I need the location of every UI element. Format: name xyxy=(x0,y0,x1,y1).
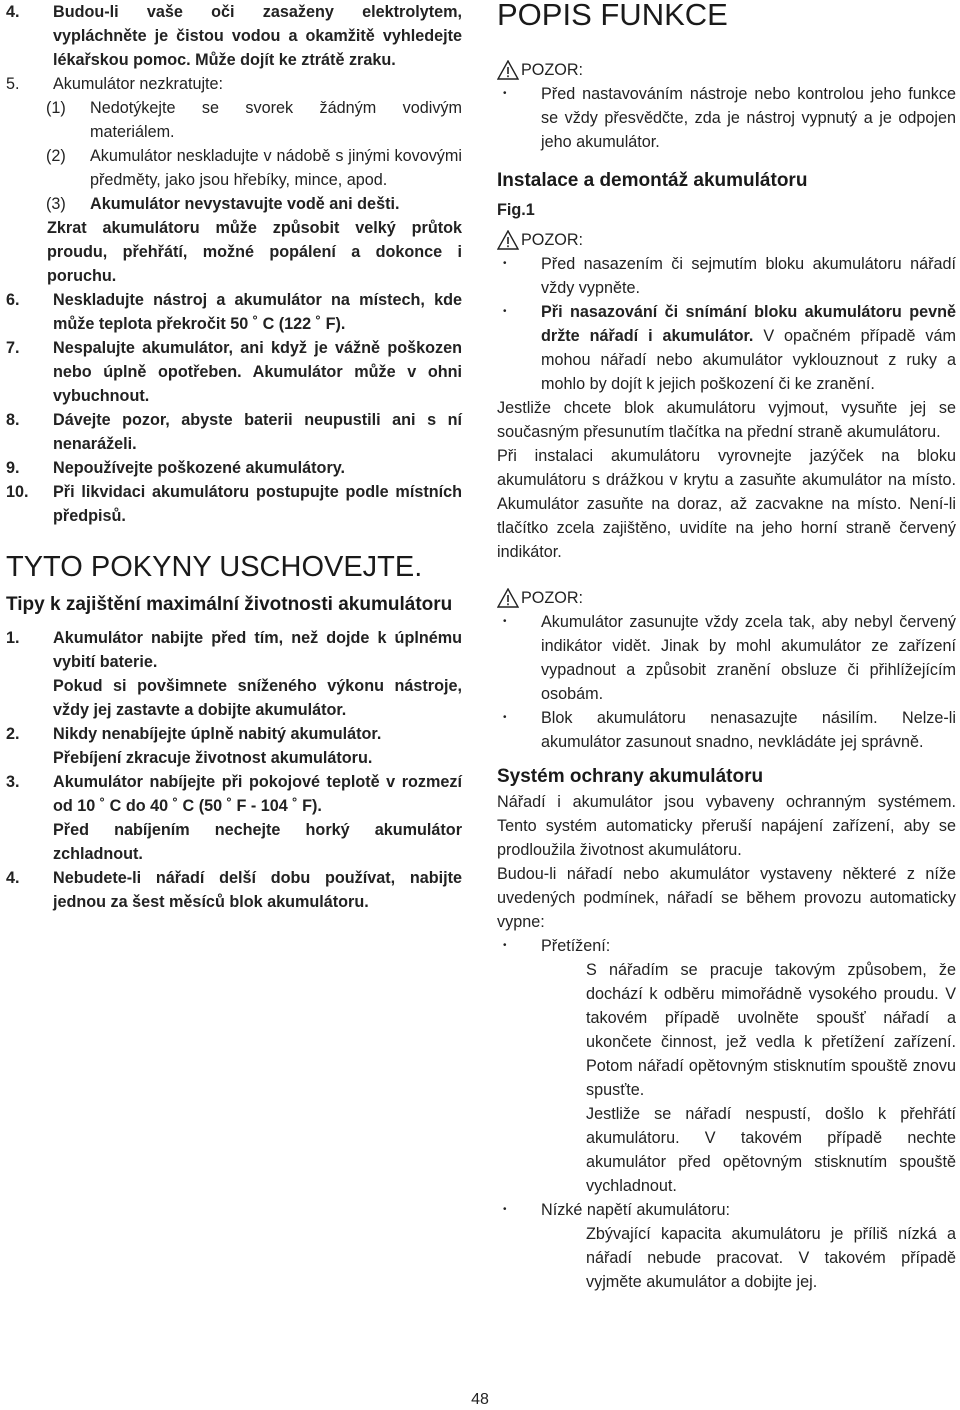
item-text: Budou-li vaše oči zasaženy elektrolytem, vypláchněte je čistou vodou a okamžitě vyhledejte lékařskou pomoc. Může dojít ke ztrátě zraku. xyxy=(53,3,462,69)
paragraph: Při instalaci akumulátoru vyrovnejte jazýček na bloku akumulátoru s drážkou v krytu a zasuňte akumulátor na místo. Akumulátor zasuňte na doraz, až zacvakne na místo. Není-li tlačítko zcela zajištěno, uvidíte na jeho horní straně červený indikátor. xyxy=(497,447,956,561)
list-item xyxy=(6,626,462,674)
install-heading: Instalace a demontáž akumulátoru xyxy=(497,170,808,191)
bullet-rest-text: V opačném případě vám mohou nářadí nebo akumulátor vyklouznout z ruky a mohlo by dojít k jejich poškození či ke zranění. xyxy=(541,327,956,393)
bullet-text: Blok akumulátoru nenasazujte násilím. Nelze-li akumulátor zasunout snadno, nevkládáte jej správně. xyxy=(541,709,956,751)
short-circuit-note: Zkrat akumulátoru může způsobit velký průtok proudu, přehřátí, možné popálení a dokonce i poruchu. xyxy=(47,219,462,285)
sub-item xyxy=(6,192,462,216)
sub-item xyxy=(6,144,462,192)
item-number: 4. xyxy=(6,3,20,21)
keep-instructions-heading: TYTO POKYNY USCHOVEJTE. xyxy=(6,551,423,583)
paragraph: Jestliže chcete blok akumulátoru vyjmout, vysuňte jej se současným přesunutím tlačítka na přední straně akumulátoru. xyxy=(497,399,956,441)
item-text: Při likvidaci akumulátoru postupujte podle místních předpisů. xyxy=(53,483,462,525)
bullet-dot: • xyxy=(503,88,507,99)
sub-number: (2) xyxy=(46,147,66,165)
item-text: Nikdy nenabíjejte úplně nabitý akumulátor. xyxy=(53,725,382,743)
low-voltage-text: Zbývající kapacita akumulátoru je příliš nízká a nářadí nebude pracovat. V takovém případě vyjměte akumulátor a dobijte jej. xyxy=(586,1225,956,1291)
list-item xyxy=(6,288,462,336)
item-text: Akumulátor nabijte před tím, než dojde k úplnému vybití baterie. xyxy=(53,629,462,671)
bullet-text: Před nasazením či sejmutím bloku akumulátoru nářadí vždy vypněte. xyxy=(541,255,956,297)
item-number: 9. xyxy=(6,459,20,477)
sub-text: Akumulátor neskladujte v nádobě s jinými kovovými předměty, jako jsou hřebíky, mince, apod. xyxy=(90,147,462,189)
item-text: Akumulátor nabíjejte při pokojové teplotě v rozmezí od 10 ˚ C do 40 ˚ C (50 ˚ F - 104 ˚ F). xyxy=(53,773,462,815)
bullet-text: Před nastavováním nástroje nebo kontrolou jeho funkce se vždy přesvědčte, zda je nástroj vypnutý a je odpojen jeho akumulátor. xyxy=(541,85,956,151)
bullet-item xyxy=(497,934,956,958)
overload-text: S nářadím se pracuje takovým způsobem, že dochází k odběru mimořádně vysokého proudu. V takovém případě uvolněte spoušť nářadí a ukončete činnost, jež vedla k přetížení zařízení. Potom nářadí opětovným stisknutím spouště znovu spusťte. xyxy=(586,961,956,1099)
bullet-item xyxy=(497,610,956,706)
item-number: 3. xyxy=(6,773,20,791)
warning-icon xyxy=(497,60,519,80)
warning-icon xyxy=(497,588,519,608)
bullet-dot: • xyxy=(503,306,507,317)
item-number: 6. xyxy=(6,291,20,309)
paragraph: Budou-li nářadí nebo akumulátor vystaveny některé z níže uvedených podmínek, nářadí se během provozu automaticky vypne: xyxy=(497,865,956,931)
bullet-text: Nízké napětí akumulátoru: xyxy=(541,1201,730,1219)
bullet-item xyxy=(497,82,956,154)
right-column xyxy=(497,0,956,1294)
left-column xyxy=(6,0,462,914)
list-item xyxy=(6,456,462,480)
sub-number: (1) xyxy=(46,99,66,117)
bullet-text xyxy=(541,300,956,396)
sub-text: Nedotýkejte se svorek žádným vodivým materiálem. xyxy=(90,99,462,141)
list-item xyxy=(6,866,462,914)
item-extra: Přebíjení zkracuje životnost akumulátoru. xyxy=(53,749,373,767)
page-number: 48 xyxy=(471,1391,489,1408)
list-item xyxy=(6,0,462,72)
caution-label xyxy=(497,58,956,82)
sub-number: (3) xyxy=(46,195,66,213)
bullet-text: Akumulátor zasunujte vždy zcela tak, aby nebyl červený indikátor vidět. Jinak by mohl akumulátor ze zařízení vypadnout a způsobit zranění obsluze či přihlížejícím osobám. xyxy=(541,613,956,703)
bullet-dot: • xyxy=(503,940,507,951)
figure-reference: Fig.1 xyxy=(497,201,535,219)
caution-label xyxy=(497,228,956,252)
bullet-bold-text: Při nasazování či snímání bloku akumulátoru pevně držte nářadí i akumulátor. xyxy=(541,303,956,345)
bullet-item xyxy=(497,300,956,396)
caution-text: POZOR: xyxy=(521,231,584,249)
bullet-dot: • xyxy=(503,1204,507,1215)
item-text: Nebudete-li nářadí delší dobu používat, nabijte jednou za šest měsíců blok akumulátoru. xyxy=(53,869,462,911)
caution-text: POZOR: xyxy=(521,589,584,607)
paragraph: Nářadí i akumulátor jsou vybaveny ochranným systémem. Tento systém automaticky přeruší napájení zařízení, aby se prodloužila životnost akumulátoru. xyxy=(497,793,956,859)
caution-label xyxy=(497,586,956,610)
item-number: 5. xyxy=(6,75,20,93)
tips-heading: Tipy k zajištění maximální životnosti akumulátoru xyxy=(6,594,453,615)
item-number: 2. xyxy=(6,725,20,743)
protection-heading: Systém ochrany akumulátoru xyxy=(497,766,764,787)
item-text: Dávejte pozor, abyste baterii neupustili ani s ní nenaráželi. xyxy=(53,411,462,453)
list-item xyxy=(6,722,462,746)
sub-text: Akumulátor nevystavujte vodě ani dešti. xyxy=(90,195,400,213)
item-text: Akumulátor nezkratujte: xyxy=(53,75,224,93)
item-number: 10. xyxy=(6,483,29,501)
list-item xyxy=(6,336,462,408)
sub-item xyxy=(6,96,462,144)
list-item xyxy=(6,770,462,818)
bullet-item xyxy=(497,706,956,754)
item-number: 1. xyxy=(6,629,20,647)
bullet-text: Přetížení: xyxy=(541,937,611,955)
bullet-dot: • xyxy=(503,616,507,627)
item-extra: Před nabíjením nechejte horký akumulátor zchladnout. xyxy=(53,821,462,863)
bullet-item xyxy=(497,252,956,300)
item-text: Nespalujte akumulátor, ani když je vážně poškozen nebo úplně opotřeben. Akumulátor může v ohni vybuchnout. xyxy=(53,339,462,405)
bullet-item xyxy=(497,1198,956,1222)
item-number: 7. xyxy=(6,339,20,357)
item-number: 4. xyxy=(6,869,20,887)
item-extra: Pokud si povšimnete sníženého výkonu nástroje, vždy jej zastavte a dobijte akumulátor. xyxy=(53,677,462,719)
caution-text: POZOR: xyxy=(521,61,584,79)
item-text: Neskladujte nástroj a akumulátor na místech, kde může teplota překročit 50 ˚ C (122 ˚ F). xyxy=(53,291,462,333)
page-title: POPIS FUNKCE xyxy=(497,0,728,32)
list-item xyxy=(6,72,462,96)
list-item xyxy=(6,408,462,456)
overload-text: Jestliže se nářadí nespustí, došlo k přehřátí akumulátoru. V takovém případě nechte akumulátor před opětovným stisknutím spouště vychladnout. xyxy=(586,1105,956,1195)
item-text: Nepoužívejte poškozené akumulátory. xyxy=(53,459,346,477)
bullet-dot: • xyxy=(503,712,507,723)
item-number: 8. xyxy=(6,411,20,429)
warning-icon xyxy=(497,230,519,250)
bullet-dot: • xyxy=(503,258,507,269)
list-item xyxy=(6,480,462,528)
